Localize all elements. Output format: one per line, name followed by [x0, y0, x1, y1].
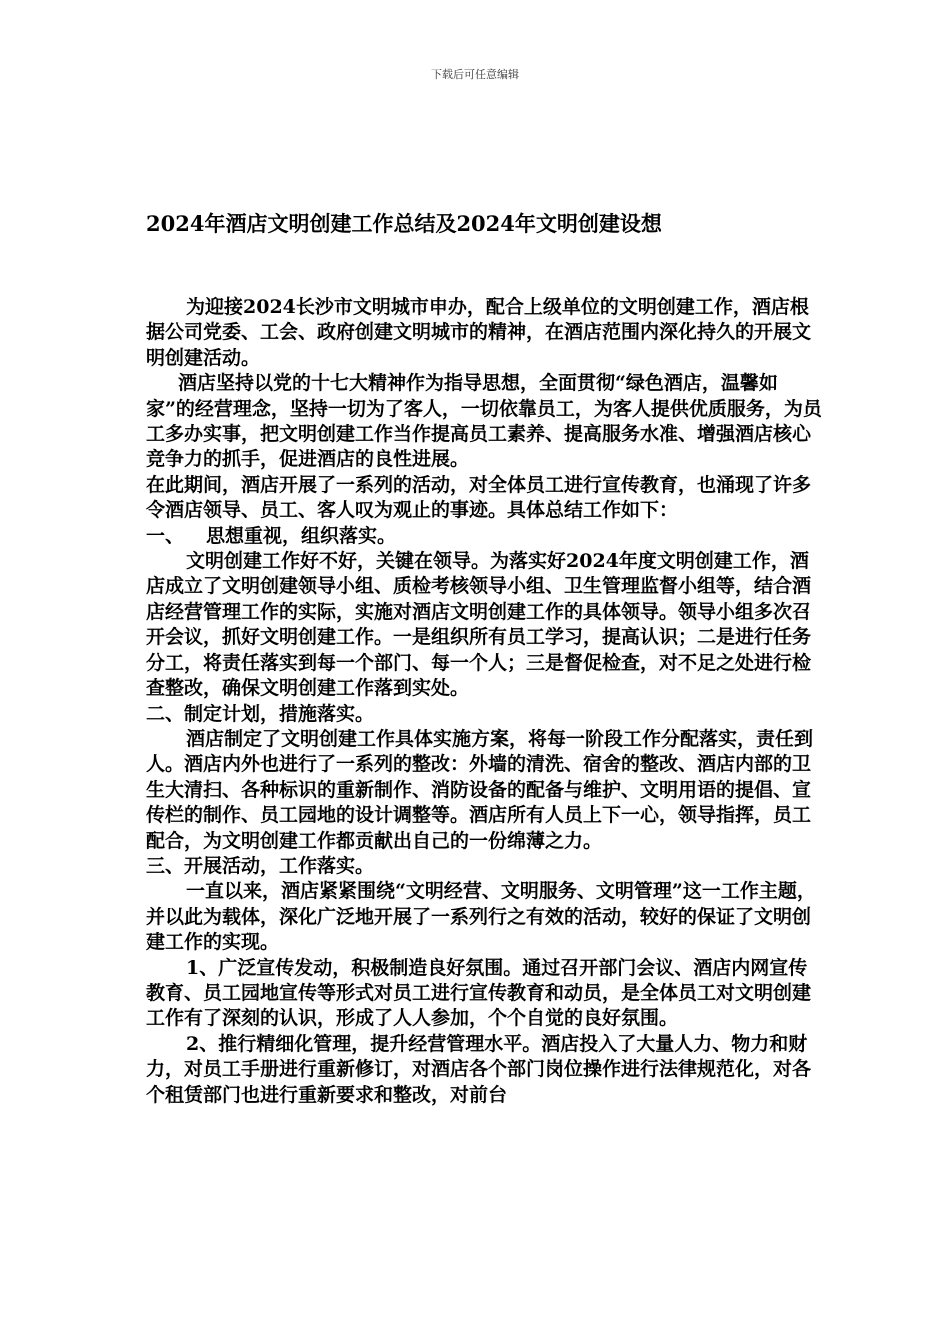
- paragraph-section-2: 酒店制定了文明创建工作具体实施方案，将每一阶段工作分配落实，责任到人。酒店内外也进行了一系列的整改：外墙的清洗、宿舍的整改、酒店内部的卫生大清扫、各种标识的重新制作、消防设备的配备与维护、文明用语的提倡、宣传栏的制作、员工园地的设计调整等。酒店所有人员上下一心，领导指挥，员工配合，为文明创建工作都贡献出自己的一份绵薄之力。: [146, 727, 814, 852]
- paragraph-guiding-principle: 酒店坚持以党的十七大精神作为指导思想，全面贯彻“绿色酒店，温馨如家”的经营理念，坚持一切为了客人，一切依靠员工，为客人提供优质服务，为员工多办实事，把文明创建工作当作提高员工素养、提高服务水准、增强酒店核心竞争力的抓手，促进酒店的良性进展。: [146, 372, 822, 471]
- document-body: [146, 295, 822, 1108]
- paragraph-section-1: 文明创建工作好不好，关键在领导。为落实好2024年度文明创建工作，酒店成立了文明创建领导小组、质检考核领导小组、卫生管理监督小组等，结合酒店经营管理工作的实际，实施对酒店文明创建工作的具体领导。领导小组多次召开会议，抓好文明创建工作。一是组织所有员工学习，提高认识；二是进行任务分工，将责任落实到每一个部门、每一个人；三是督促检查，对不足之处进行检查整改，确保文明创建工作落到实处。: [146, 550, 812, 700]
- document-title: 2024年酒店文明创建工作总结及2024年文明创建设想: [146, 211, 662, 236]
- section-heading-1-number: 一、: [146, 524, 185, 547]
- paragraph-item-1: 1、广泛宣传发动，积极制造良好氛围。通过召开部门会议、酒店内网宣传教育、员工园地宣传等形式对员工进行宣传教育和动员，是全体员工对文明创建工作有了深刻的认识，形成了人人参加，个个自觉的良好氛围。: [146, 956, 812, 1030]
- section-heading-2: 二、制定计划，措施落实。: [146, 702, 375, 725]
- paragraph-item-2: 2、推行精细化管理，提升经营管理水平。酒店投入了大量人力、物力和财力，对员工手册进行重新修订，对酒店各个部门岗位操作进行法律规范化，对各个租赁部门也进行重新要求和整改，对前台: [146, 1032, 812, 1106]
- paragraph-intro: 为迎接2024长沙市文明城市申办，配合上级单位的文明创建工作，酒店根据公司党委、工会、政府创建文明城市的精神，在酒店范围内深化持久的开展文明创建活动。: [146, 296, 812, 369]
- section-heading-1-text: 思想重视，组织落实。: [206, 524, 397, 547]
- paragraph-section-3: 一直以来，酒店紧紧围绕“文明经营、文明服务、文明管理”这一工作主题，并以此为载体，深化广泛地开展了一系列行之有效的活动，较好的保证了文明创建工作的实现。: [146, 880, 816, 954]
- section-heading-1: [146, 524, 822, 549]
- section-heading-3: 三、开展活动，工作落实。: [146, 854, 375, 877]
- page-header-note: 下载后可任意编辑: [431, 68, 519, 81]
- paragraph-summary-lead: 在此期间，酒店开展了一系列的活动，对全体员工进行宣传教育，也涌现了许多令酒店领导、员工、客人叹为观止的事迹。具体总结工作如下：: [146, 473, 812, 522]
